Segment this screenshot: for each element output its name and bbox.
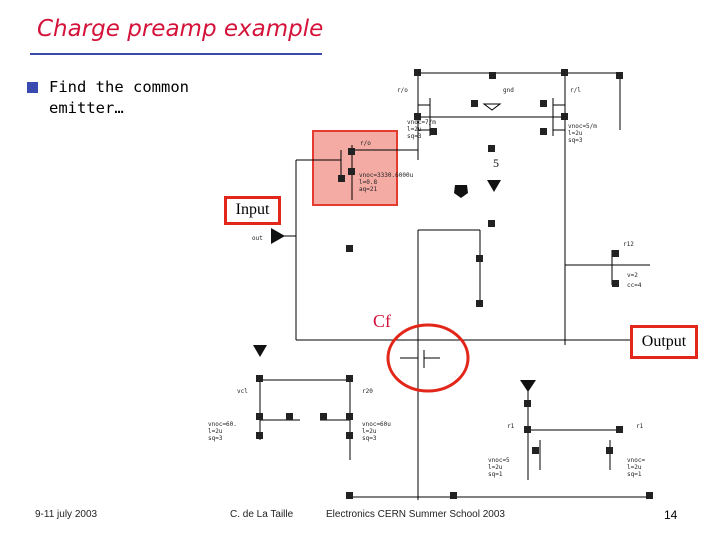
svg-text:vnoc=60u: vnoc=60u bbox=[362, 421, 391, 428]
svg-text:r/o: r/o bbox=[397, 87, 408, 94]
svg-text:vcl: vcl bbox=[237, 388, 248, 395]
cf-highlight-circle bbox=[388, 325, 468, 391]
svg-text:sq=3: sq=3 bbox=[208, 435, 223, 442]
svg-text:out: out bbox=[252, 235, 263, 242]
svg-text:vnoc=3330.6000u: vnoc=3330.6000u bbox=[359, 172, 414, 179]
svg-text:r/o: r/o bbox=[360, 140, 371, 147]
output-label: Output bbox=[630, 325, 698, 359]
svg-text:l=2u: l=2u bbox=[568, 130, 583, 137]
svg-text:r12: r12 bbox=[623, 241, 634, 248]
svg-text:l=2u: l=2u bbox=[208, 428, 223, 435]
svg-text:sq=3: sq=3 bbox=[568, 137, 583, 144]
svg-text:gnd: gnd bbox=[503, 87, 514, 94]
cf-label: Cf bbox=[373, 311, 391, 331]
bullet-text: Find the common emitter… bbox=[49, 78, 189, 117]
svg-text:r1: r1 bbox=[507, 423, 515, 430]
svg-text:r/l: r/l bbox=[570, 87, 581, 94]
svg-text:aq=21: aq=21 bbox=[359, 186, 378, 193]
input-label: Input bbox=[224, 196, 281, 225]
svg-text:sq=1: sq=1 bbox=[627, 471, 642, 478]
footer-event: Electronics CERN Summer School 2003 bbox=[326, 509, 505, 520]
svg-text:sq=3: sq=3 bbox=[407, 133, 422, 140]
page-number: 14 bbox=[664, 508, 678, 522]
svg-text:sq=3: sq=3 bbox=[362, 435, 377, 442]
svg-text:5: 5 bbox=[493, 156, 499, 170]
svg-text:l=2u: l=2u bbox=[627, 464, 642, 471]
footer-author: C. de La Taille bbox=[230, 509, 294, 520]
svg-text:cc=4: cc=4 bbox=[627, 282, 642, 289]
svg-text:l=2u: l=2u bbox=[488, 464, 503, 471]
svg-text:vnoc=5/m: vnoc=5/m bbox=[568, 123, 597, 130]
svg-text:l=0.8: l=0.8 bbox=[359, 179, 378, 186]
svg-text:sq=1: sq=1 bbox=[488, 471, 503, 478]
svg-text:l=2u: l=2u bbox=[407, 126, 422, 133]
svg-text:r20: r20 bbox=[362, 388, 373, 395]
footer-date: 9-11 july 2003 bbox=[35, 509, 98, 520]
slide-title: Charge preamp example bbox=[37, 16, 324, 42]
svg-text:vnoc=60.: vnoc=60. bbox=[208, 421, 237, 428]
svg-text:v=2: v=2 bbox=[627, 272, 638, 279]
svg-text:vnoc=5: vnoc=5 bbox=[488, 457, 510, 464]
svg-text:l=2u: l=2u bbox=[362, 428, 377, 435]
svg-text:vnoc=: vnoc= bbox=[627, 457, 646, 464]
svg-text:vnoc=7/m: vnoc=7/m bbox=[407, 119, 436, 126]
svg-text:r1: r1 bbox=[636, 423, 644, 430]
